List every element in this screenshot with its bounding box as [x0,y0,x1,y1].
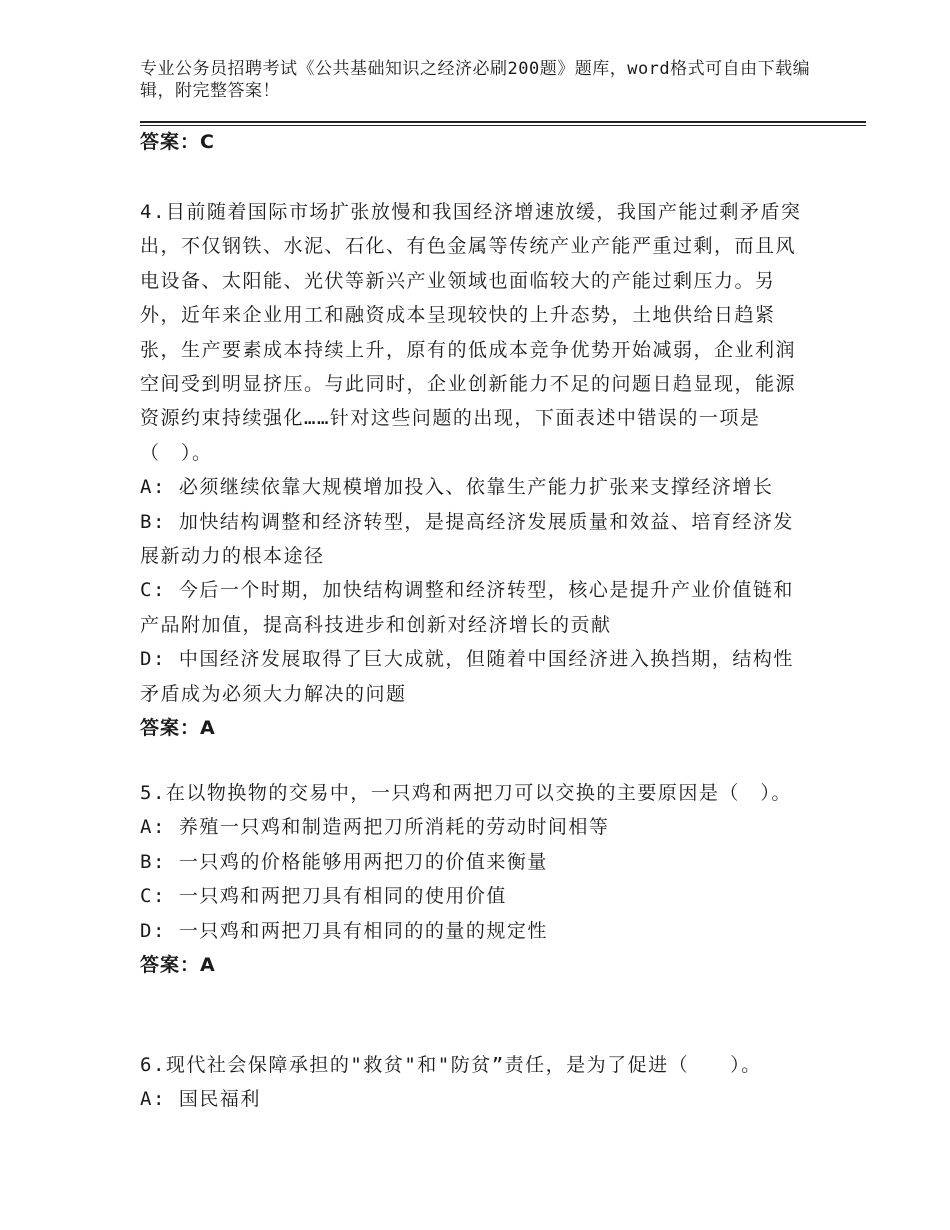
option-d: D: 一只鸡和两把刀具有相同的的量的规定性 [140,919,548,942]
header-rule-thin [140,125,866,126]
option-a: A: 必须继续依靠大规模增加投入、依靠生产能力扩张来支撑经济增长 [140,476,774,499]
previous-answer: 答案：C [140,131,215,153]
question-answer: 答案：A [140,954,216,977]
question-5 [140,776,810,982]
option-a: A: 国民福利 [140,1088,261,1111]
question-stem: 6.现代社会保障承担的"救贫"和"防贫”责任，是为了促进（ ）。 [140,1054,762,1076]
question-stem: 5.在以物换物的交易中，一只鸡和两把刀可以交换的主要原因是（ ）。 [140,782,792,804]
question-stem: 4.目前随着国际市场扩张放慢和我国经济增速放缓，我国产能过剩矛盾突出，不仅钢铁、水泥、石化、有色金属等传统产业产能严重过剩，而且风电设备、太阳能、光伏等新兴产业领域也面临较大的产能过剩压力。另外，近年来企业用工和融资成本呈现较快的上升态势，土地供给日趋紧张，生产要素成本持续上升，原有的低成本竞争优势开始减弱，企业利润空间受到明显挤压。与此同时，企业创新能力不足的问题日趋显现，能源资源约束持续强化……针对这些问题的出现，下面表述中错误的一项是（ ）。 [140,201,802,464]
option-c: C: 一只鸡和两把刀具有相同的使用价值 [140,885,507,908]
header-rule-thick [140,121,866,123]
option-b: B: 一只鸡的价格能够用两把刀的价值来衡量 [140,850,548,873]
option-c: C: 今后一个时期，加快结构调整和经济转型，核心是提升产业价值链和产品附加值，提高科技进步和创新对经济增长的贡献 [140,579,794,636]
option-d: D: 中国经济发展取得了巨大成就，但随着中国经济进入换挡期，结构性矛盾成为必须大力解决的问题 [140,648,794,705]
option-a: A: 养殖一只鸡和制造两把刀所消耗的劳动时间相等 [140,816,610,839]
question-4 [140,195,810,745]
option-b: B: 加快结构调整和经济转型，是提高经济发展质量和效益、培育经济发展新动力的根本途径 [140,510,794,568]
page-header: 专业公务员招聘考试《公共基础知识之经济必刷200题》题库，word格式可自由下载编辑，附完整答案！ [140,59,811,101]
question-6 [140,1048,810,1117]
question-answer: 答案：A [140,717,216,740]
